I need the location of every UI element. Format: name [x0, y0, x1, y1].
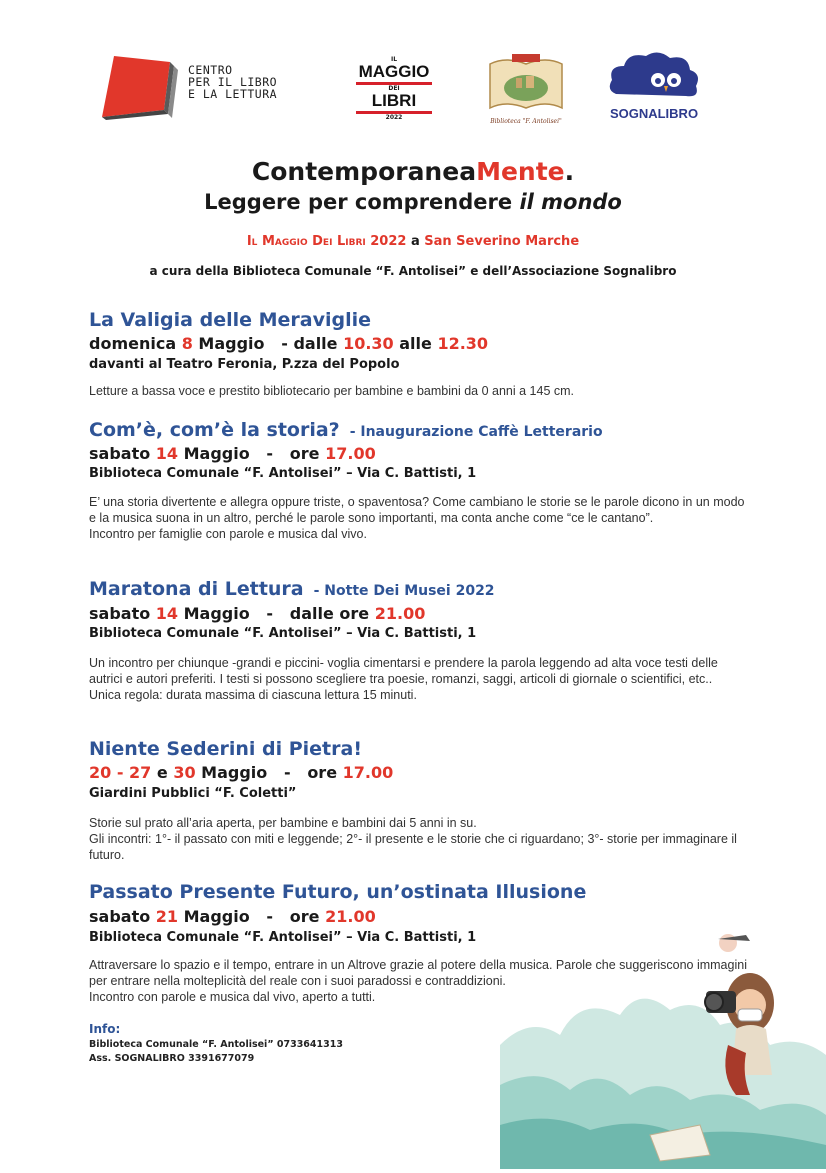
when-date: 8	[181, 334, 193, 353]
centro-line-3: E LA LETTURA	[188, 87, 278, 101]
book-stack-icon	[100, 52, 185, 122]
event-1-title	[89, 309, 371, 331]
event-tag: - Notte Dei Musei 2022	[313, 583, 495, 599]
description-paragraph: Incontro per famiglie con parole e musica dal vivo.	[89, 527, 367, 541]
event-title-text: Passato Presente Futuro, un’ostinata Illusione	[89, 881, 587, 903]
description-paragraph: Incontro con parole e musica dal vivo, aperto a tutti.	[89, 990, 376, 1004]
sognalibro-logo	[606, 50, 702, 120]
event-2-when	[89, 444, 376, 463]
event-name: Il Maggio Dei Libri 2022	[246, 234, 407, 249]
biblioteca-caption: Biblioteca "F. Antolisei"	[490, 118, 562, 125]
event-4-title	[89, 738, 362, 760]
event-5-title	[89, 881, 586, 903]
event-2-description	[89, 494, 749, 542]
event-place: San Severino Marche	[424, 234, 580, 249]
when-part: Maggio - dalle ore	[178, 604, 375, 623]
event-5-when	[89, 907, 376, 926]
when-part: e	[151, 763, 174, 782]
event-1-description	[89, 383, 749, 399]
event-1-when	[89, 334, 488, 353]
when-part: Maggio - ore	[195, 763, 343, 782]
title-part-2: Mente	[476, 157, 565, 186]
maggio-year: 2022	[385, 114, 403, 121]
event-3-where: Biblioteca Comunale “F. Antolisei” – Via C. Battisti, 1	[89, 626, 477, 641]
when-part: sabato	[89, 444, 156, 463]
when-date: 27	[129, 763, 152, 782]
main-title	[0, 157, 826, 186]
event-title-text: La Valigia delle Meraviglie	[89, 309, 372, 331]
when-part: sabato	[89, 604, 156, 623]
description-paragraph: Letture a bassa voce e prestito bibliotecario per bambine e bambini da 0 anni a 145 cm.	[89, 384, 575, 398]
event-5-where: Biblioteca Comunale “F. Antolisei” – Via C. Battisti, 1	[89, 930, 477, 945]
event-1-where: davanti al Teatro Feronia, P.zza del Popolo	[89, 357, 400, 372]
event-line	[0, 234, 826, 249]
when-date: 14	[155, 604, 179, 623]
when-date: 21	[155, 907, 179, 926]
event-title-text: Niente Sederini di Pietra!	[89, 738, 362, 760]
info-line-sognalibro: Ass. SOGNALIBRO 3391677079	[89, 1053, 255, 1064]
maggio-top: IL	[390, 56, 398, 63]
description-paragraph: Attraversare lo spazio e il tempo, entrare in un Altrove grazie al potere della musica. Parole che suggeriscono immagini per entrare nella molteplicità del reale con i suoi paradossi e contraddizioni.	[89, 958, 747, 988]
cloud-owl-icon	[606, 50, 702, 102]
title-part-1: Contemporanea	[251, 157, 477, 186]
event-title-text: Com’è, com’è la storia?	[89, 419, 340, 441]
event-4-description	[89, 815, 749, 863]
event-title-text: Maratona di Lettura	[89, 578, 304, 600]
when-time: 17.00	[325, 444, 376, 463]
open-book-landscape-icon	[486, 50, 566, 114]
when-part: sabato	[89, 907, 156, 926]
maggio-dei-libri-logo	[352, 57, 436, 119]
when-date: 20	[89, 763, 112, 782]
when-date: 14	[155, 444, 179, 463]
when-part: alle	[393, 334, 438, 353]
event-4-where: Giardini Pubblici “F. Coletti”	[89, 786, 297, 801]
event-3-when	[89, 604, 425, 623]
title-part-3: .	[564, 157, 575, 186]
centro-line-2: PER IL LIBRO	[188, 75, 278, 89]
when-time: 12.30	[437, 334, 489, 353]
when-part: Maggio - ore	[178, 444, 326, 463]
info-heading: Info:	[89, 1022, 121, 1036]
when-time: 21.00	[325, 907, 376, 926]
maggio-line2: LIBRI	[371, 91, 417, 110]
centro-line-1: CENTRO	[188, 63, 233, 77]
description-paragraph: Un incontro per chiunque -grandi e piccini- voglia cimentarsi e prendere la parola leggendo ad alta voce testi delle autrici e autori preferiti. I testi si possono scegliere tra poesie, romanzi, saggi, articoli di giornale o scientifici, etc..	[89, 656, 718, 686]
description-paragraph: Gli incontri: 1°- il passato con miti e leggende; 2°- il presente e le storie che ci riguardano; 3°- storie per immaginare il futuro.	[89, 832, 737, 862]
event-tag: - Inaugurazione Caffè Letterario	[349, 424, 603, 440]
when-time: 21.00	[374, 604, 426, 623]
event-2-title	[89, 419, 603, 441]
sognalibro-wordmark: SOGNALIBRO	[609, 106, 699, 121]
event-2-where: Biblioteca Comunale “F. Antolisei” – Via C. Battisti, 1	[89, 466, 477, 481]
subtitle-italic: il mondo	[519, 190, 622, 214]
when-date: 30	[173, 763, 196, 782]
description-paragraph: Storie sul prato all’aria aperta, per bambine e bambini dai 5 anni in su.	[89, 816, 477, 830]
maggio-line1: MAGGIO	[358, 62, 430, 81]
event-3-description	[89, 655, 749, 703]
event-4-when	[89, 763, 393, 782]
when-time: 17.00	[342, 763, 394, 782]
info-line-biblioteca: Biblioteca Comunale “F. Antolisei” 0733641313	[89, 1039, 343, 1050]
description-paragraph: E’ una storia divertente e allegra oppure triste, o spaventosa? Come cambiano le storie se le parole dicono in un modo e la musica suona in un altro, perché le parole sono importanti, ma conta anche come “ce le cantano”.	[89, 495, 745, 525]
when-part: domenica	[89, 334, 182, 353]
event-5-description	[89, 957, 749, 1005]
main-subtitle	[0, 190, 826, 214]
centro-libro-logo	[100, 52, 315, 122]
when-part: Maggio - ore	[178, 907, 326, 926]
maggio-mid: DEI	[388, 85, 400, 92]
description-paragraph: Unica regola: durata massima di ciascuna lettura 15 minuti.	[89, 688, 417, 702]
organizers-line: a cura della Biblioteca Comunale “F. Antolisei” e dell’Associazione Sognalibro	[149, 264, 677, 278]
event-3-title	[89, 578, 495, 600]
event-connector: a	[406, 234, 425, 249]
when-part: Maggio - dalle	[192, 334, 344, 353]
biblioteca-logo	[486, 50, 566, 125]
subtitle-plain: Leggere per comprendere	[204, 190, 520, 214]
when-separator: -	[111, 763, 130, 782]
when-time: 10.30	[343, 334, 394, 353]
